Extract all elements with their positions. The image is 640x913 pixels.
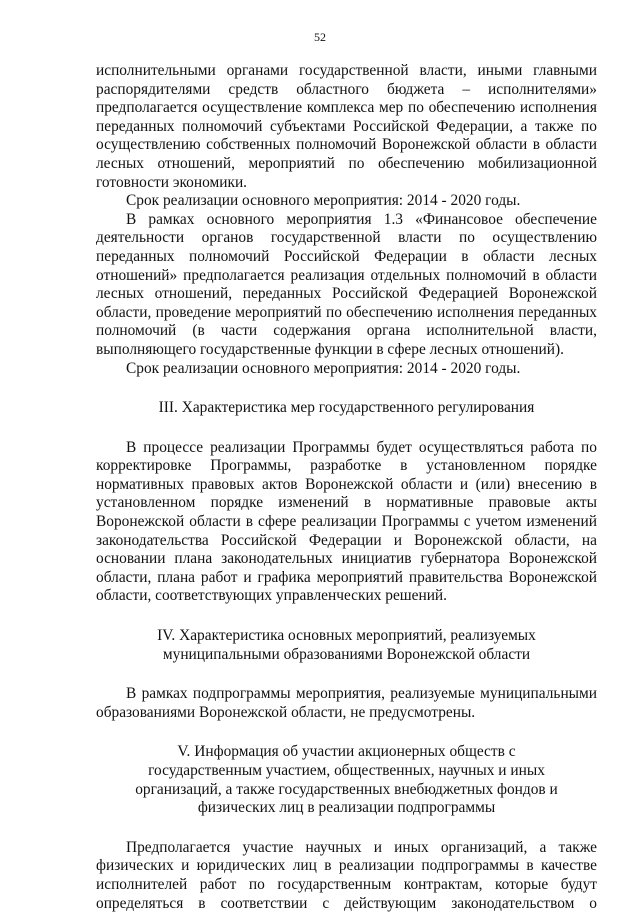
text-line: установленном порядке изменений в нормативные правовые акты [96,494,597,512]
text-line: переданных полномочий субъектами Российской Федерации, а также по [96,117,597,135]
text-line: исполнительными органами государственной власти, иными главными [96,62,597,79]
paragraph-term: Срок реализации основного мероприятия: 2014 - 2020 годы. [126,359,521,377]
text-line: физических и юридических лиц в реализации подпрограммы в качестве [96,857,597,875]
paragraph-regulation [96,439,597,606]
section-heading-4 [96,627,597,664]
text-line: готовности экономики. [96,173,248,191]
page-number: 52 [314,30,326,44]
text-line: выполняющего государственные функции в сфере лесных отношений). [96,340,564,358]
text-line: области, плана работ и графика мероприятий правительства Воронежской [96,568,597,586]
paragraph-term: Срок реализации основного мероприятия: 2014 - 2020 годы. [126,192,521,210]
text-line: предполагается осуществление комплекса мер по обеспечению исполнения [96,99,597,117]
heading-line: физических лиц в реализации подпрограммы [197,799,496,817]
text-line: нормативных правовых актов Воронежской области и (или) внесению в [96,475,597,493]
text-line: области, проведение мероприятий по обеспечению исполнения переданных [96,303,597,321]
text-line: законодательства Российской Федерации и Воронежской области, на [96,531,597,549]
text-line: лесных отношений, переданных Российской Федерацией Воронежской [96,285,597,303]
text-line: распорядителями средств областного бюджета – исполнителями» [96,80,597,98]
text-line: Воронежской области в сфере реализации Программы с учетом изменений [96,513,597,531]
paragraph-continuation [96,62,597,192]
text-line: деятельности органов государственной власти по осуществлению [96,229,597,247]
text-line: полномочий (в части содержания органа исполнительной власти, [96,322,597,340]
text-line: В процессе реализации Программы будет осуществляться работа по [126,438,597,456]
text-line: исполнителей работ по государственным контрактам, которые будут [96,875,597,893]
section-heading-3: III. Характеристика мер государственного регулирования [158,399,535,417]
text-line: лесных отношений, мероприятий по обеспечению мобилизационной [96,154,597,172]
text-line: переданных полномочий Российской Федерации в области лесных [96,247,597,265]
paragraph-participation [96,839,597,913]
document-body [96,62,597,913]
text-line: определяться в соответствии с действующим законодательством о [96,894,597,912]
text-line: образованиями Воронежской области, не предусмотрены. [96,703,476,721]
text-line: корректировке Программы, разработке в установленном порядке [96,457,597,475]
text-line: В рамках подпрограммы мероприятия, реализуемые муниципальными [126,685,597,703]
heading-line: муниципальными образованиями Воронежской области [162,645,531,663]
paragraph-municipal [96,685,597,722]
text-line: основании плана законодательных инициатив губернатора Воронежской [96,550,597,568]
text-line: осуществлению собственных полномочий Воронежской области в области [96,136,597,154]
heading-line: V. Информация об участии акционерных обществ с [177,743,516,761]
paragraph-measure-1-3 [96,211,597,360]
text-line: отношений» предполагается реализация отдельных полномочий в области [96,266,597,284]
heading-line: IV. Характеристика основных мероприятий, реализуемых [157,627,536,645]
heading-line: организаций, а также государственных внебюджетных фондов и [135,780,558,798]
section-heading-5 [96,743,597,817]
text-line: области, соответствующих управленческих решений. [96,587,448,605]
text-line: Предполагается участие научных и иных организаций, а также [126,838,597,856]
text-line: В рамках основного мероприятия 1.3 «Финансовое обеспечение [126,210,597,228]
heading-line: государственным участием, общественных, научных и иных [148,762,545,779]
